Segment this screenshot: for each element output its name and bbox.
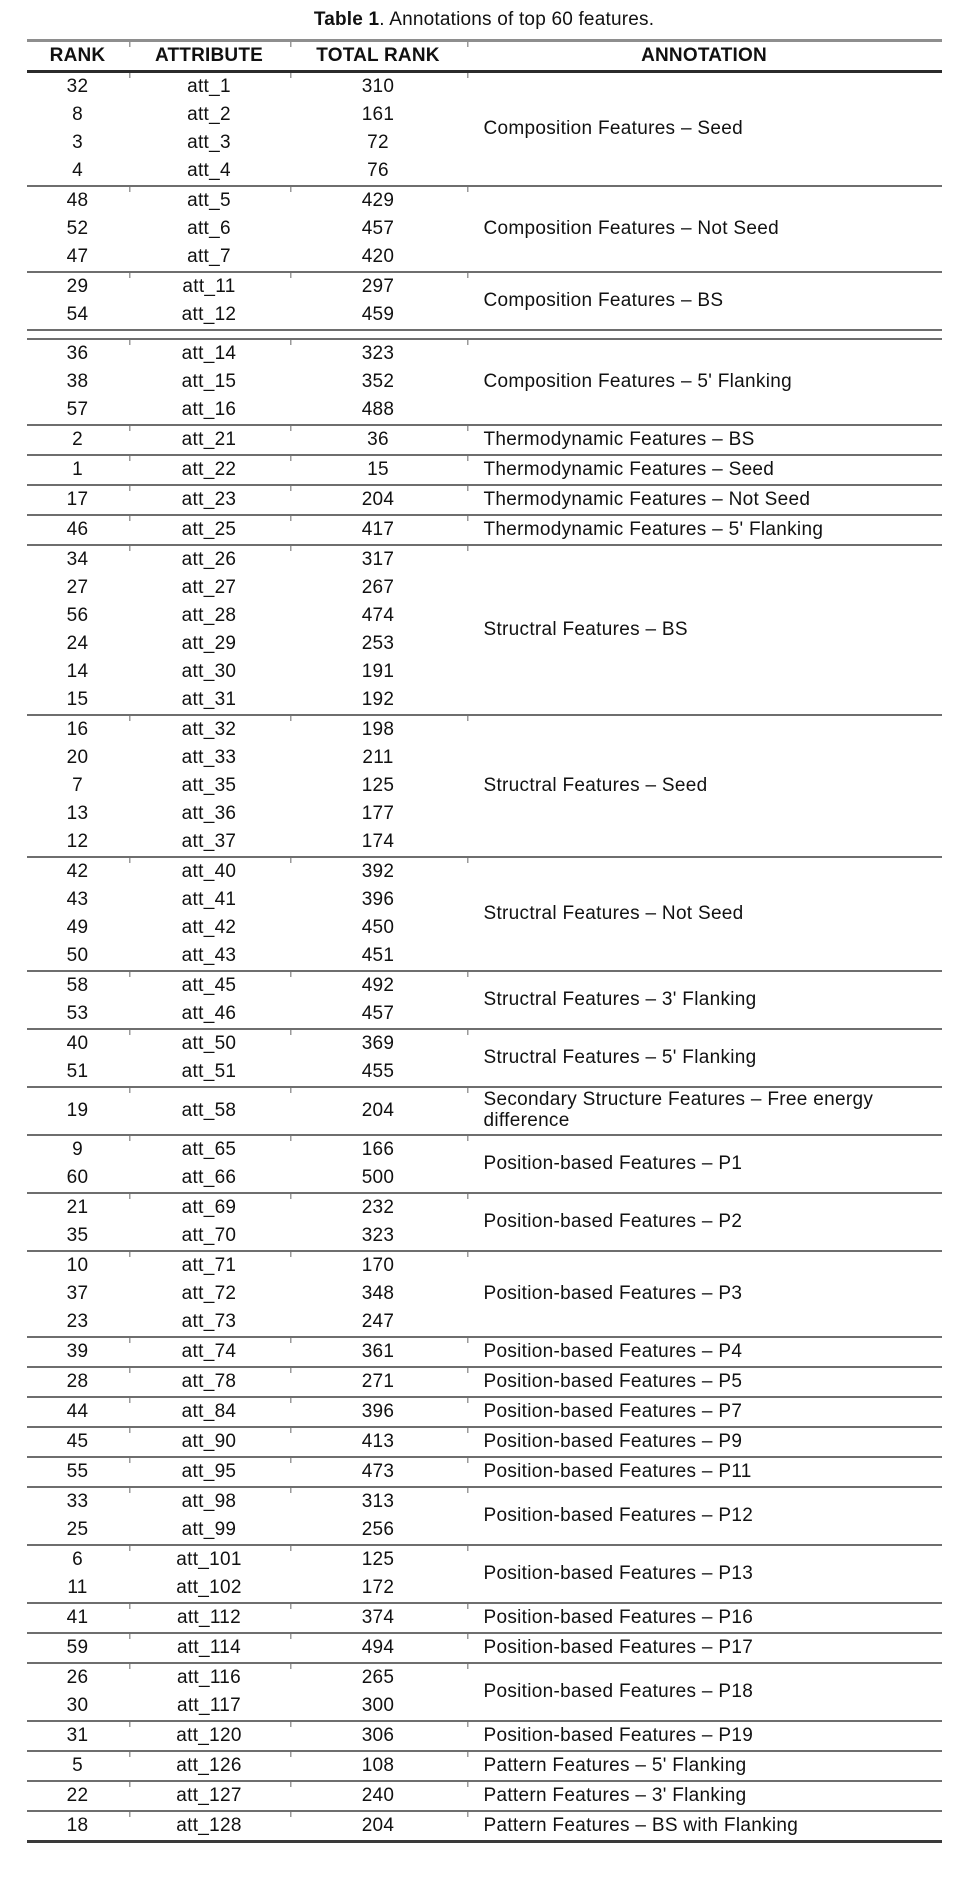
attribute-cell: att_43 <box>181 944 237 966</box>
table-caption <box>0 0 968 31</box>
rank-cell: 55 <box>27 1457 129 1487</box>
annotation-cell: Composition Features – BS <box>467 272 942 330</box>
annotation-cell: Position-based Features – P9 <box>467 1427 942 1457</box>
rank-cell: 22 <box>27 1781 129 1811</box>
rank-cell: 19 <box>27 1087 129 1135</box>
total-rank-cell: 300 <box>361 1694 395 1716</box>
attribute-cell: att_127 <box>129 1781 290 1811</box>
total-rank-cell: 240 <box>290 1781 467 1811</box>
total-rank-cell: 369 <box>290 1029 467 1058</box>
rank-cell: 16 <box>27 715 129 744</box>
rank-cell: 26 <box>27 1663 129 1692</box>
rank-cell: 7 <box>72 774 83 796</box>
header-rank: RANK <box>27 41 129 72</box>
attribute-cell: att_120 <box>129 1721 290 1751</box>
annotation-cell: Thermodynamic Features – Not Seed <box>467 485 942 515</box>
rank-cell: 56 <box>66 604 89 626</box>
total-rank-cell: 348 <box>361 1282 395 1304</box>
annotation-cell: Structral Features – Seed <box>467 715 942 857</box>
annotation-cell: Position-based Features – P5 <box>467 1367 942 1397</box>
total-rank-cell: 170 <box>290 1251 467 1280</box>
annotation-cell: Position-based Features – P11 <box>467 1457 942 1487</box>
table-row <box>27 1397 942 1427</box>
total-rank-cell: 500 <box>361 1166 395 1188</box>
annotation-cell: Pattern Features – BS with Flanking <box>467 1811 942 1842</box>
table-row <box>27 1029 942 1058</box>
attribute-cell: att_5 <box>129 186 290 215</box>
rank-cell: 1 <box>27 455 129 485</box>
rank-cell: 44 <box>27 1397 129 1427</box>
attribute-cell: att_128 <box>129 1811 290 1842</box>
annotation-cell: Structral Features – 3' Flanking <box>467 971 942 1029</box>
total-rank-cell: 413 <box>290 1427 467 1457</box>
total-rank-cell: 271 <box>290 1367 467 1397</box>
attribute-cell: att_2 <box>187 103 231 125</box>
rank-cell: 10 <box>27 1251 129 1280</box>
attribute-cell: att_29 <box>181 632 237 654</box>
annotation-cell: Thermodynamic Features – 5' Flanking <box>467 515 942 545</box>
features-table <box>27 39 942 1843</box>
rank-cell: 50 <box>66 944 89 966</box>
annotation-cell: Secondary Structure Features – Free energy difference <box>467 1087 942 1135</box>
attribute-cell: att_32 <box>129 715 290 744</box>
table-row <box>27 1633 942 1663</box>
total-rank-cell: 36 <box>290 425 467 455</box>
rank-cell: 45 <box>27 1427 129 1457</box>
annotation-cell: Pattern Features – 5' Flanking <box>467 1751 942 1781</box>
table-row <box>27 1087 942 1135</box>
total-rank-cell: 108 <box>290 1751 467 1781</box>
table-row <box>27 1457 942 1487</box>
total-rank-cell: 211 <box>362 746 394 768</box>
table-row <box>27 272 942 301</box>
attribute-cell: att_33 <box>181 746 237 768</box>
total-rank-cell: 396 <box>290 1397 467 1427</box>
total-rank-cell: 450 <box>361 916 395 938</box>
total-rank-cell: 72 <box>367 131 389 153</box>
rank-cell: 43 <box>66 888 89 910</box>
total-rank-cell: 267 <box>361 576 395 598</box>
rank-cell: 37 <box>66 1282 89 1304</box>
total-rank-cell: 247 <box>361 1310 395 1332</box>
annotation-cell: Thermodynamic Features – Seed <box>467 455 942 485</box>
attribute-cell: att_98 <box>129 1487 290 1516</box>
attribute-cell: att_58 <box>129 1087 290 1135</box>
total-rank-cell: 204 <box>290 485 467 515</box>
table-row <box>27 1427 942 1457</box>
attribute-cell: att_126 <box>129 1751 290 1781</box>
table-row <box>27 1603 942 1633</box>
table-row <box>27 485 942 515</box>
rank-cell: 11 <box>67 1576 88 1598</box>
rank-cell: 30 <box>66 1694 89 1716</box>
total-rank-cell: 317 <box>290 545 467 574</box>
rank-cell: 5 <box>27 1751 129 1781</box>
total-rank-cell: 374 <box>290 1603 467 1633</box>
rank-cell: 36 <box>27 339 129 368</box>
annotation-cell: Position-based Features – P16 <box>467 1603 942 1633</box>
total-rank-cell: 125 <box>290 1545 467 1574</box>
annotation-cell: Composition Features – 5' Flanking <box>467 339 942 425</box>
attribute-cell: att_70 <box>181 1224 237 1246</box>
attribute-cell: att_84 <box>129 1397 290 1427</box>
rank-cell: 48 <box>27 186 129 215</box>
annotation-cell: Structral Features – Not Seed <box>467 857 942 971</box>
attribute-cell: att_95 <box>129 1457 290 1487</box>
table-row <box>27 72 942 102</box>
total-rank-cell: 429 <box>290 186 467 215</box>
attribute-cell: att_15 <box>181 370 237 392</box>
attribute-cell: att_40 <box>129 857 290 886</box>
attribute-cell: att_102 <box>176 1576 242 1598</box>
attribute-cell: att_117 <box>176 1694 242 1716</box>
total-rank-cell: 488 <box>361 398 395 420</box>
total-rank-cell: 191 <box>361 660 395 682</box>
rank-cell: 57 <box>66 398 89 420</box>
attribute-cell: att_36 <box>181 802 237 824</box>
table-row <box>27 1811 942 1842</box>
rank-cell: 35 <box>66 1224 89 1246</box>
total-rank-cell: 310 <box>290 72 467 102</box>
total-rank-cell: 232 <box>290 1193 467 1222</box>
attribute-cell: att_23 <box>129 485 290 515</box>
rank-cell: 27 <box>66 576 89 598</box>
attribute-cell: att_73 <box>181 1310 237 1332</box>
table-caption-text: . Annotations of top 60 features. <box>379 9 655 30</box>
attribute-cell: att_4 <box>187 159 231 181</box>
annotation-cell: Structral Features – 5' Flanking <box>467 1029 942 1087</box>
attribute-cell: att_25 <box>129 515 290 545</box>
attribute-cell: att_116 <box>129 1663 290 1692</box>
annotation-cell: Position-based Features – P7 <box>467 1397 942 1427</box>
rank-cell: 53 <box>66 1002 89 1024</box>
total-rank-cell: 492 <box>290 971 467 1000</box>
total-rank-cell: 392 <box>290 857 467 886</box>
table-row <box>27 715 942 744</box>
table-row <box>27 186 942 215</box>
total-rank-cell: 455 <box>361 1060 395 1082</box>
annotation-cell: Position-based Features – P19 <box>467 1721 942 1751</box>
table-row <box>27 515 942 545</box>
attribute-cell: att_28 <box>181 604 237 626</box>
attribute-cell: att_90 <box>129 1427 290 1457</box>
annotation-cell: Position-based Features – P2 <box>467 1193 942 1251</box>
annotation-cell: Structral Features – BS <box>467 545 942 715</box>
attribute-cell: att_22 <box>129 455 290 485</box>
rank-cell: 52 <box>66 217 89 239</box>
attribute-cell: att_3 <box>187 131 231 153</box>
total-rank-cell: 306 <box>290 1721 467 1751</box>
total-rank-cell: 457 <box>361 217 395 239</box>
rank-cell: 51 <box>66 1060 89 1082</box>
total-rank-cell: 166 <box>290 1135 467 1164</box>
annotation-cell: Position-based Features – P18 <box>467 1663 942 1721</box>
total-rank-cell: 76 <box>367 159 389 181</box>
total-rank-cell: 459 <box>361 303 395 325</box>
total-rank-cell: 451 <box>361 944 395 966</box>
table-row <box>27 1545 942 1574</box>
total-rank-cell: 204 <box>290 1811 467 1842</box>
attribute-cell: att_6 <box>187 217 231 239</box>
table-row <box>27 1337 942 1367</box>
rank-cell: 49 <box>66 916 89 938</box>
rank-cell: 40 <box>27 1029 129 1058</box>
table-row <box>27 1367 942 1397</box>
total-rank-cell: 198 <box>290 715 467 744</box>
annotation-cell: Composition Features – Not Seed <box>467 186 942 272</box>
rank-cell: 15 <box>66 688 89 710</box>
table-row <box>27 1487 942 1516</box>
table-row <box>27 1721 942 1751</box>
attribute-cell: att_65 <box>129 1135 290 1164</box>
rank-cell: 14 <box>66 660 89 682</box>
total-rank-cell: 352 <box>361 370 395 392</box>
attribute-cell: att_11 <box>129 272 290 301</box>
rank-cell: 3 <box>72 131 83 153</box>
attribute-cell: att_99 <box>181 1518 237 1540</box>
annotation-cell: Position-based Features – P1 <box>467 1135 942 1193</box>
rank-cell: 39 <box>27 1337 129 1367</box>
total-rank-cell: 204 <box>290 1087 467 1135</box>
total-rank-cell: 361 <box>290 1337 467 1367</box>
total-rank-cell: 313 <box>290 1487 467 1516</box>
rank-cell: 47 <box>66 245 89 267</box>
annotation-cell: Pattern Features – 3' Flanking <box>467 1781 942 1811</box>
rank-cell: 12 <box>66 830 89 852</box>
rank-cell: 42 <box>27 857 129 886</box>
attribute-cell: att_51 <box>181 1060 237 1082</box>
attribute-cell: att_26 <box>129 545 290 574</box>
annotation-cell: Position-based Features – P13 <box>467 1545 942 1603</box>
total-rank-cell: 473 <box>290 1457 467 1487</box>
rank-cell: 28 <box>27 1367 129 1397</box>
total-rank-cell: 265 <box>290 1663 467 1692</box>
table-body <box>27 72 942 1842</box>
table-row <box>27 339 942 368</box>
attribute-cell: att_1 <box>129 72 290 102</box>
annotation-cell: Composition Features – Seed <box>467 72 942 187</box>
rank-cell: 23 <box>66 1310 89 1332</box>
rank-cell: 58 <box>27 971 129 1000</box>
total-rank-cell: 420 <box>361 245 395 267</box>
rank-cell: 13 <box>66 802 89 824</box>
rank-cell: 32 <box>27 72 129 102</box>
attribute-cell: att_41 <box>181 888 237 910</box>
header-annotation: ANNOTATION <box>467 41 942 72</box>
table-row <box>27 1135 942 1164</box>
attribute-cell: att_35 <box>181 774 237 796</box>
attribute-cell: att_69 <box>129 1193 290 1222</box>
rank-cell: 41 <box>27 1603 129 1633</box>
attribute-cell: att_42 <box>181 916 237 938</box>
rank-cell: 54 <box>66 303 89 325</box>
total-rank-cell: 125 <box>361 774 395 796</box>
total-rank-cell: 256 <box>361 1518 395 1540</box>
total-rank-cell: 396 <box>361 888 395 910</box>
rank-cell: 31 <box>27 1721 129 1751</box>
table-row <box>27 1193 942 1222</box>
rank-cell: 59 <box>27 1633 129 1663</box>
table-row <box>27 455 942 485</box>
rank-cell: 21 <box>27 1193 129 1222</box>
attribute-cell: att_101 <box>129 1545 290 1574</box>
attribute-cell: att_78 <box>129 1367 290 1397</box>
rank-cell: 33 <box>27 1487 129 1516</box>
header-row <box>27 41 942 72</box>
annotation-cell: Position-based Features – P12 <box>467 1487 942 1545</box>
rank-cell: 60 <box>66 1166 89 1188</box>
total-rank-cell: 161 <box>361 103 395 125</box>
rank-cell: 18 <box>27 1811 129 1842</box>
total-rank-cell: 15 <box>290 455 467 485</box>
annotation-cell: Position-based Features – P4 <box>467 1337 942 1367</box>
attribute-cell: att_30 <box>181 660 237 682</box>
rank-cell: 9 <box>27 1135 129 1164</box>
attribute-cell: att_31 <box>181 688 237 710</box>
rank-cell: 25 <box>66 1518 89 1540</box>
table-header <box>27 41 942 72</box>
total-rank-cell: 253 <box>361 632 395 654</box>
rank-cell: 20 <box>66 746 89 768</box>
total-rank-cell: 494 <box>290 1633 467 1663</box>
total-rank-cell: 177 <box>361 802 395 824</box>
rank-cell: 34 <box>27 545 129 574</box>
table-caption-label: Table 1 <box>313 9 380 30</box>
attribute-cell: att_21 <box>129 425 290 455</box>
total-rank-cell: 174 <box>361 830 395 852</box>
header-attribute: ATTRIBUTE <box>129 41 290 72</box>
attribute-cell: att_46 <box>181 1002 237 1024</box>
total-rank-cell: 323 <box>290 339 467 368</box>
table-row <box>27 545 942 574</box>
attribute-cell: att_45 <box>129 971 290 1000</box>
table-row <box>27 425 942 455</box>
annotation-cell: Thermodynamic Features – BS <box>467 425 942 455</box>
total-rank-cell: 323 <box>361 1224 395 1246</box>
attribute-cell: att_12 <box>181 303 237 325</box>
attribute-cell: att_71 <box>129 1251 290 1280</box>
attribute-cell: att_114 <box>129 1633 290 1663</box>
rank-cell: 29 <box>27 272 129 301</box>
attribute-cell: att_72 <box>181 1282 237 1304</box>
attribute-cell: att_27 <box>181 576 237 598</box>
table-row <box>27 1781 942 1811</box>
double-rule-separator <box>27 330 942 339</box>
attribute-cell: att_14 <box>129 339 290 368</box>
table-row <box>27 1663 942 1692</box>
rank-cell: 2 <box>27 425 129 455</box>
attribute-cell: att_37 <box>181 830 237 852</box>
table-row <box>27 1751 942 1781</box>
rank-cell: 4 <box>72 159 83 181</box>
table-row <box>27 857 942 886</box>
total-rank-cell: 417 <box>290 515 467 545</box>
rank-cell: 8 <box>72 103 83 125</box>
attribute-cell: att_16 <box>181 398 237 420</box>
table-row <box>27 1251 942 1280</box>
total-rank-cell: 297 <box>290 272 467 301</box>
total-rank-cell: 172 <box>361 1576 395 1598</box>
attribute-cell: att_66 <box>181 1166 237 1188</box>
rank-cell: 46 <box>27 515 129 545</box>
total-rank-cell: 474 <box>361 604 395 626</box>
rank-cell: 6 <box>27 1545 129 1574</box>
table-row <box>27 971 942 1000</box>
rank-cell: 24 <box>66 632 89 654</box>
header-total-rank: TOTAL RANK <box>290 41 467 72</box>
attribute-cell: att_74 <box>129 1337 290 1367</box>
rank-cell: 38 <box>66 370 89 392</box>
attribute-cell: att_50 <box>129 1029 290 1058</box>
attribute-cell: att_7 <box>187 245 231 267</box>
total-rank-cell: 192 <box>361 688 395 710</box>
rank-cell: 17 <box>27 485 129 515</box>
annotation-cell: Position-based Features – P17 <box>467 1633 942 1663</box>
attribute-cell: att_112 <box>129 1603 290 1633</box>
annotation-cell: Position-based Features – P3 <box>467 1251 942 1337</box>
total-rank-cell: 457 <box>361 1002 395 1024</box>
